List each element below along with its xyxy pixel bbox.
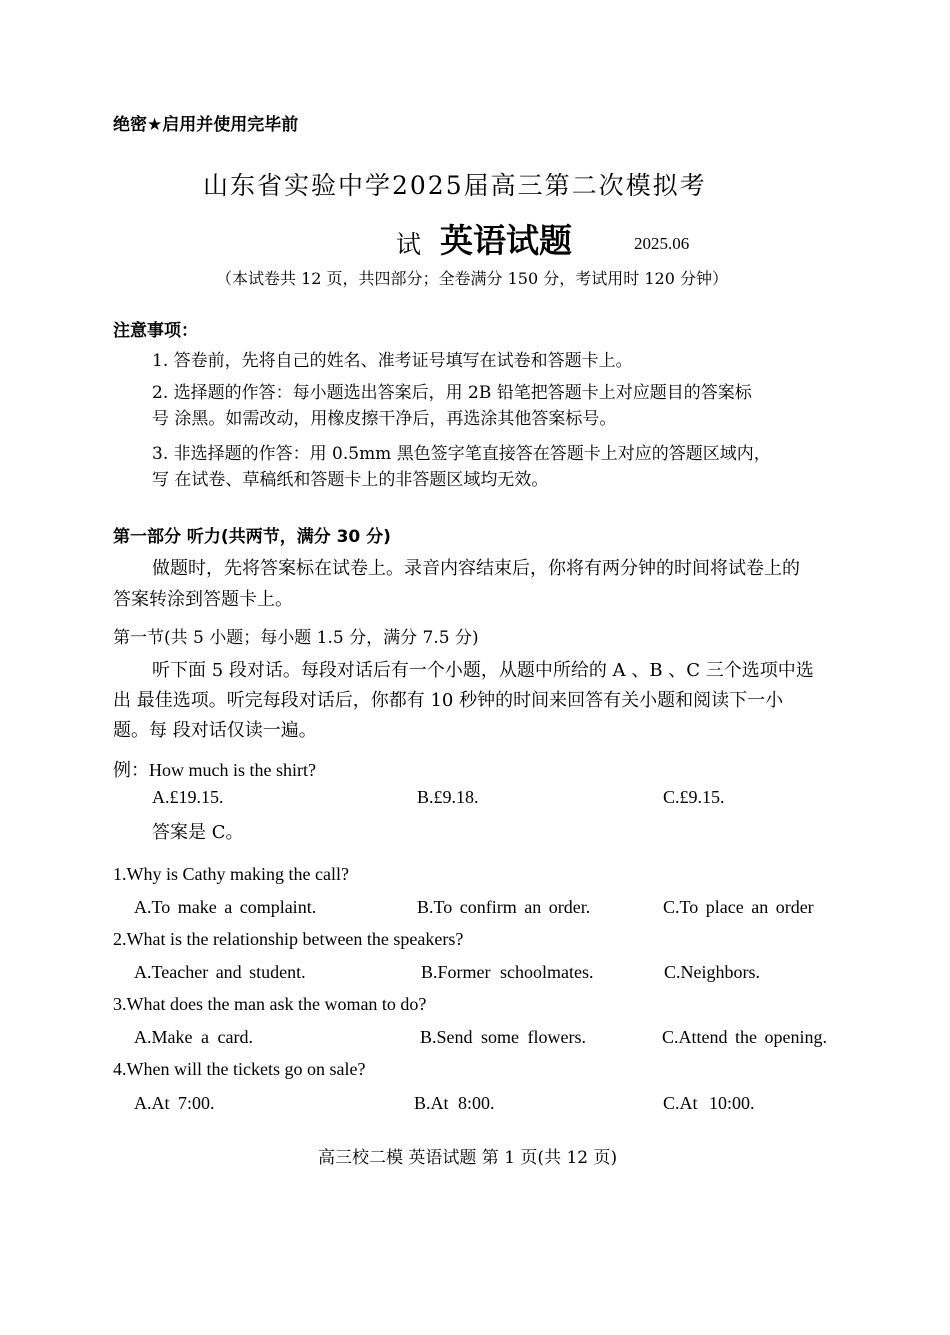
- exam-title-line2-prefix: 试: [396, 230, 422, 259]
- question-3-option-a: A.Make a card.: [134, 1027, 253, 1047]
- part1-intro-line2: 答案转涂到答题卡上。: [113, 589, 293, 610]
- example-answer: 答案是 C。: [152, 822, 244, 843]
- question-2: 2.What is the relationship between the speakers?: [113, 929, 464, 949]
- question-2-option-a: A.Teacher and student.: [134, 962, 306, 982]
- note-item-2-line2: 号 涂黑。如需改动，用橡皮擦干净后，再选涂其他答案标号。: [152, 409, 617, 429]
- question-1-option-c: C.To place an order: [663, 897, 814, 917]
- question-3: 3.What does the man ask the woman to do?: [113, 994, 427, 1014]
- note-item-3-line2: 写 在试卷、草稿纸和答题卡上的非答题区域均无效。: [152, 470, 549, 490]
- note-item-2-line1: 2. 选择题的作答：每小题选出答案后，用 2B 铅笔把答题卡上对应题目的答案标: [152, 383, 752, 403]
- exam-subtitle: （本试卷共 12 页，共四部分；全卷满分 150 分，考试用时 120 分钟）: [216, 269, 728, 288]
- question-1: 1.Why is Cathy making the call?: [113, 864, 349, 884]
- example-question: 例：How much is the shirt?: [113, 760, 316, 780]
- section1-instruction-line1: 听下面 5 段对话。每段对话后有一个小题，从题中所给的 A 、B 、C 三个选项中选: [152, 660, 814, 681]
- note-item-1: 1. 答卷前，先将自己的姓名、准考证号填写在试卷和答题卡上。: [152, 351, 633, 371]
- exam-title-line1: 山东省实验中学2025届高三第二次模拟考: [203, 171, 707, 200]
- notes-heading: 注意事项：: [113, 321, 198, 341]
- question-2-option-b: B.Former schoolmates.: [421, 962, 594, 982]
- question-4-option-c: C.At 10:00.: [663, 1093, 755, 1113]
- page-footer: 高三校二模 英语试题 第 1 页(共 12 页): [318, 1148, 618, 1168]
- question-1-option-b: B.To confirm an order.: [417, 897, 591, 917]
- question-4-option-a: A.At 7:00.: [134, 1093, 215, 1113]
- part1-intro-line1: 做题时，先将答案标在试卷上。录音内容结束后，你将有两分钟的时间将试卷上的: [152, 558, 800, 579]
- question-4-option-b: B.At 8:00.: [414, 1093, 495, 1113]
- secrecy-label: 绝密★启用并使用完毕前: [113, 115, 299, 135]
- section1-heading: 第一节(共 5 小题；每小题 1.5 分，满分 7.5 分): [113, 628, 479, 648]
- question-3-option-b: B.Send some flowers.: [420, 1027, 586, 1047]
- exam-date: 2025.06: [634, 234, 690, 253]
- part1-heading: 第一部分 听力(共两节，满分 30 分): [113, 527, 391, 547]
- section1-instruction-line2: 出 最佳选项。听完每段对话后，你都有 10 秒钟的时间来回答有关小题和阅读下一小: [113, 690, 784, 711]
- example-option-a: A.£19.15.: [152, 787, 224, 807]
- question-3-option-c: C.Attend the opening.: [662, 1027, 827, 1047]
- example-option-b: B.£9.18.: [417, 787, 479, 807]
- subject-title: 英语试题: [440, 221, 572, 260]
- example-option-c: C.£9.15.: [663, 787, 725, 807]
- question-2-option-c: C.Neighbors.: [664, 962, 760, 982]
- note-item-3-line1: 3. 非选择题的作答：用 0.5mm 黑色签字笔直接答在答题卡上对应的答题区域内，: [152, 444, 771, 464]
- section1-instruction-line3: 题。每 段对话仅读一遍。: [113, 720, 317, 741]
- question-4: 4.When will the tickets go on sale?: [113, 1059, 366, 1079]
- question-1-option-a: A.To make a complaint.: [134, 897, 317, 917]
